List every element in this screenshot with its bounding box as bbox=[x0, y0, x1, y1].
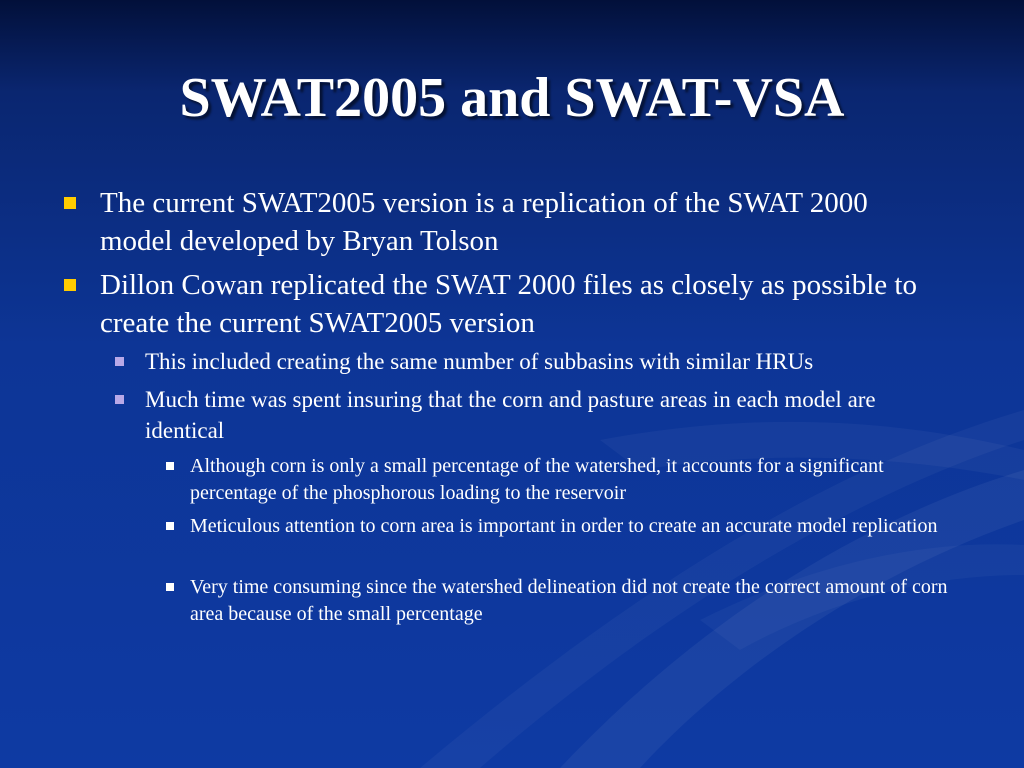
bullet-item-level2 bbox=[145, 346, 955, 377]
bullet-item-level3 bbox=[190, 574, 965, 628]
square-bullet-icon bbox=[115, 395, 124, 404]
square-bullet-icon bbox=[166, 462, 174, 470]
bullet-item-level2 bbox=[145, 384, 955, 446]
bullet-text: This included creating the same number of subbasins with similar HRUs bbox=[145, 349, 814, 374]
square-bullet-icon bbox=[166, 583, 174, 591]
bullet-text: Meticulous attention to corn area is important in order to create an accurate model replication bbox=[190, 515, 938, 537]
square-bullet-icon bbox=[166, 522, 174, 530]
bullet-text: Dillon Cowan replicated the SWAT 2000 files as closely as possible to create the current SWAT2005 version bbox=[100, 269, 917, 339]
bullet-item-level1 bbox=[100, 266, 940, 342]
square-bullet-icon bbox=[64, 197, 76, 209]
bullet-text: Much time was spent insuring that the corn and pasture areas in each model are identical bbox=[145, 387, 876, 443]
bullet-text: Although corn is only a small percentage of the watershed, it accounts for a significant percentage of the phosphorous loading to the reservoir bbox=[190, 455, 884, 504]
slide-title: SWAT2005 and SWAT-VSA bbox=[179, 67, 845, 129]
bullet-text: The current SWAT2005 version is a replication of the SWAT 2000 model developed by Bryan Tolson bbox=[100, 187, 868, 257]
bullet-item-level3 bbox=[190, 513, 965, 540]
square-bullet-icon bbox=[115, 357, 124, 366]
bullet-item-level1 bbox=[100, 184, 940, 260]
bullet-text: Very time consuming since the watershed delineation did not create the correct amount of corn area because of the small percentage bbox=[190, 576, 948, 625]
bullet-item-level3 bbox=[190, 453, 965, 507]
square-bullet-icon bbox=[64, 279, 76, 291]
